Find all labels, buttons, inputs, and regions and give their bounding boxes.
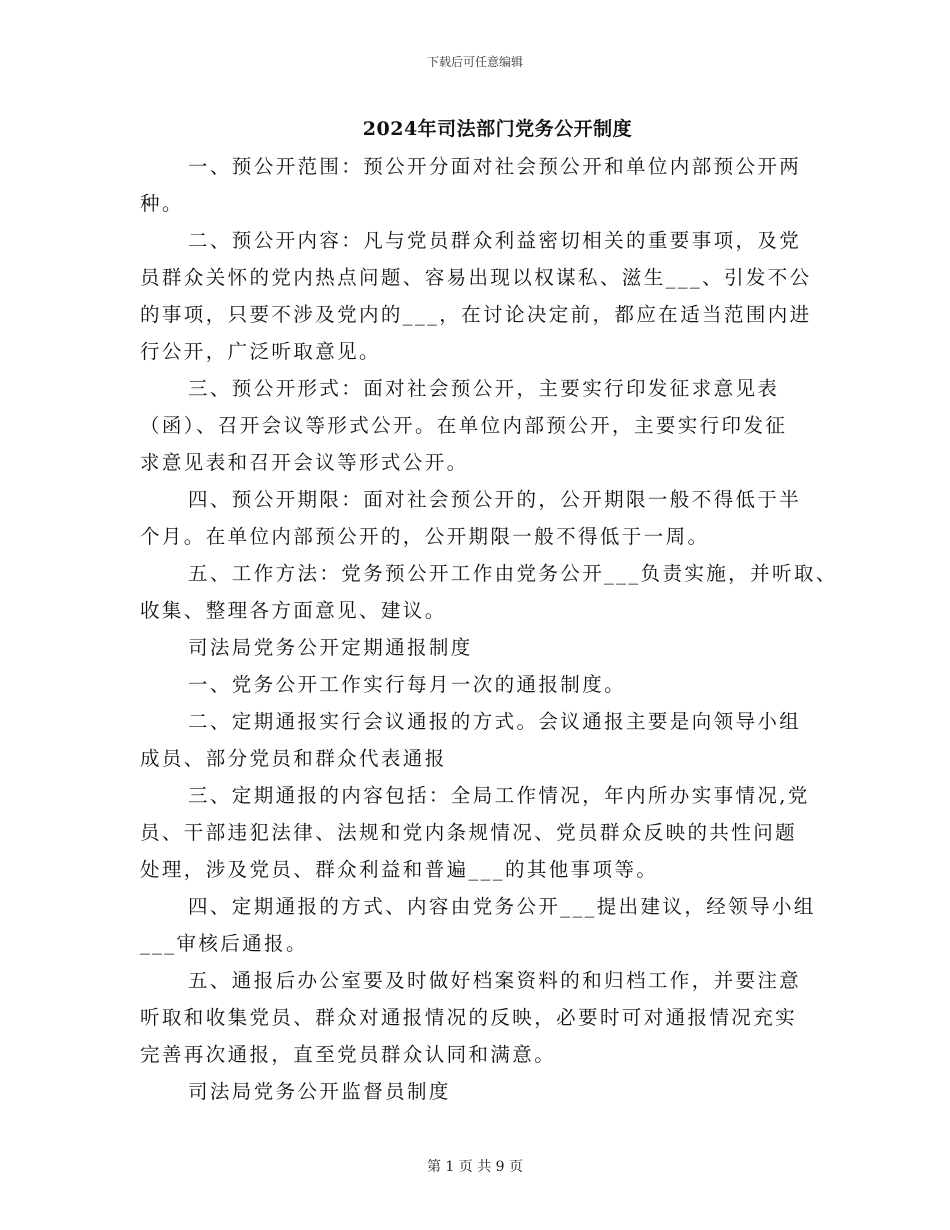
page-number: 第 1 页 共 9 页 — [426, 1159, 524, 1175]
paragraph-line: 三、定期通报的内容包括：全局工作情况，年内所办实事情况,党 — [188, 784, 810, 807]
paragraph-line: 五、通报后办公室要及时做好档案资料的和归档工作，并要注意 — [188, 969, 802, 992]
page-header-note: 下载后可任意编辑 — [426, 55, 523, 69]
paragraph-line: 四、预公开期限：面对社会预公开的，公开期限一般不得低于半 — [188, 488, 802, 511]
paragraph-line: 三、预公开形式：面对社会预公开，主要实行印发征求意见表 — [188, 377, 780, 400]
paragraph-line: 行公开，广泛听取意见。 — [140, 340, 381, 363]
paragraph-line: 四、定期通报的方式、内容由党务公开___提出建议，经领导小组 — [188, 895, 816, 918]
paragraph — [140, 777, 820, 888]
paragraph-line: 成员、部分党员和群众代表通报 — [140, 747, 447, 770]
paragraph — [140, 481, 820, 555]
paragraph — [140, 370, 820, 481]
paragraph-line: （函）、召开会议等形式公开。在单位内部预公开，主要实行印发征 — [140, 414, 788, 437]
paragraph-line: 听取和收集党员、群众对通报情况的反映，必要时可对通报情况充实 — [140, 1006, 798, 1029]
paragraph-line: 五、工作方法：党务预公开工作由党务公开___负责实施，并听取、 — [188, 562, 838, 585]
paragraph-line: 求意见表和召开会议等形式公开。 — [140, 451, 469, 474]
paragraph-line: 个月。在单位内部预公开的，公开期限一般不得低于一周。 — [140, 525, 710, 548]
paragraph-line: 二、预公开内容：凡与党员群众利益密切相关的重要事项，及党 — [188, 229, 802, 252]
paragraph — [140, 888, 820, 962]
paragraph-line: 司法局党务公开监督员制度 — [188, 1080, 451, 1103]
paragraph — [140, 962, 820, 1073]
paragraph-line: 员群众关怀的党内热点问题、容易出现以权谋私、滋生___、引发不公 — [140, 266, 812, 289]
paragraph-line: 的事项，只要不涉及党内的___，在讨论决定前，都应在适当范围内进 — [140, 303, 812, 326]
paragraph-line: 完善再次通报，直至党员群众认同和满意。 — [140, 1043, 557, 1066]
paragraph-line: 一、党务公开工作实行每月一次的通报制度。 — [188, 673, 627, 696]
paragraph-line: 员、干部违犯法律、法规和党内条规情况、党员群众反映的共性问题 — [140, 821, 798, 844]
paragraph-line: 一、预公开范围：预公开分面对社会预公开和单位内部预公开两 — [188, 155, 802, 178]
document-body — [140, 148, 838, 1110]
paragraph-line: 二、定期通报实行会议通报的方式。会议通报主要是向领导小组 — [188, 710, 802, 733]
paragraph-line: 收集、整理各方面意见、建议。 — [140, 599, 447, 622]
paragraph — [140, 629, 820, 666]
document-title: 2024年司法部门党务公开制度 — [362, 118, 633, 140]
paragraph-line: 处理，涉及党员、群众利益和普遍___的其他事项等。 — [140, 858, 659, 881]
paragraph — [140, 555, 838, 629]
paragraph-line: ___审核后通报。 — [140, 932, 308, 955]
paragraph — [140, 666, 820, 703]
paragraph-line: 司法局党务公开定期通报制度 — [188, 636, 473, 659]
paragraph — [140, 148, 820, 222]
paragraph — [140, 703, 820, 777]
paragraph-line: 种。 — [140, 192, 184, 215]
paragraph — [140, 222, 820, 370]
paragraph — [140, 1073, 820, 1110]
